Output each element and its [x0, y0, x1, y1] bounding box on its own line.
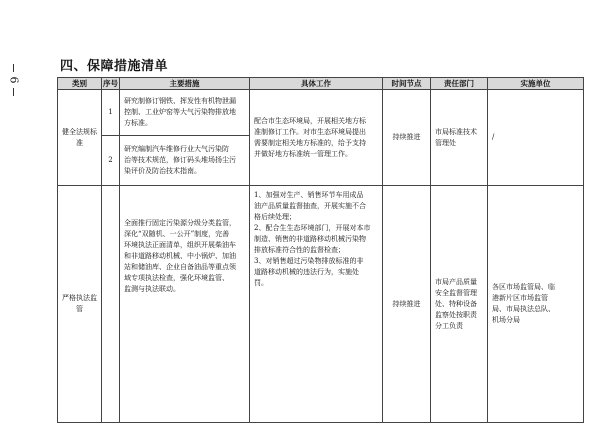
section-title: 四、保障措施清单: [60, 59, 169, 74]
measure-line: 研究制修订钢铁、挥发性有机物泄漏: [124, 97, 236, 105]
category-cell: 健全法规标准: [58, 90, 102, 186]
category-cell: 严格执法监管: [58, 186, 102, 423]
unit-line: 局、市局执法总队、: [492, 305, 555, 313]
work-line: 3、对销售超过污染物排放标准的非: [254, 257, 364, 265]
measure-line: 站和储油库、企业自备油品等重点领: [124, 263, 236, 271]
work-line: 罚。: [254, 279, 268, 287]
table-row: [58, 186, 584, 423]
work-line: 并做好地方标准统一管理工作。: [254, 149, 352, 158]
table-row: [58, 90, 584, 136]
work-line: 2、配合生生态环境部门，开展对本市: [254, 224, 371, 232]
unit-line: 港新片区市场监管: [492, 294, 548, 302]
work-line: 格后续处理；: [254, 213, 296, 221]
measure-line: 深化“双随机、一公开”制度，完善: [124, 230, 230, 238]
page-number-marker: [2, 62, 24, 98]
department-line: 处、特种设备: [435, 299, 477, 308]
measure-line: 治等技术规范，修订码头堆场扬尘污: [124, 156, 236, 164]
row-number: [102, 186, 120, 423]
measure-cell: [120, 186, 250, 423]
department-line: 分工负责: [435, 321, 463, 330]
measures-table: [57, 77, 584, 423]
department-line: 市局标准技术: [435, 127, 477, 136]
header-specific-work: 具体工作: [250, 78, 383, 90]
measure-line: 控制、工业炉窑等大气污染物排放地: [124, 108, 236, 116]
header-time: 时间节点: [383, 78, 431, 90]
department-cell: [431, 186, 488, 423]
measure-line: 方标准。: [124, 119, 152, 127]
page-number: 6: [7, 76, 20, 84]
work-line: 油产品质量监督抽查，开展实施不合: [254, 202, 366, 210]
work-cell: [250, 186, 383, 423]
header-category: 类别: [58, 78, 102, 90]
page-number-dash-bottom: [13, 88, 14, 96]
measure-line: 和非道路移动机械、中小锅炉、加油: [124, 252, 236, 260]
unit-cell: [488, 186, 584, 423]
department-line: 管理处: [435, 138, 456, 147]
work-line: 配合市生态环境局，开展相关地方标: [254, 116, 366, 125]
measure-line: 研究编制汽车维修行业大气污染防: [124, 145, 229, 153]
time-cell: 持续推进: [383, 90, 431, 186]
measure-line: 环境执法正面清单，组织开展柴油车: [124, 241, 236, 249]
work-line: 需要制定相关地方标准的，给予支持: [254, 138, 366, 147]
measure-cell: [120, 136, 250, 186]
page-number-dash-top: [13, 64, 14, 72]
measure-line: 全面推行固定污染源分级分类监管，: [124, 219, 236, 227]
row-number: 1: [102, 90, 120, 136]
measure-line: 染评价及防治技术指南。: [124, 167, 201, 175]
measure-cell: [120, 90, 250, 136]
work-line: 准制修订工作。对市生态环境局提出: [254, 127, 366, 136]
department-line: 安全监督管理: [435, 288, 477, 297]
header-number: 序号: [103, 79, 118, 88]
row-number: 2: [102, 136, 120, 186]
table-header-row: [58, 78, 584, 90]
measure-line: 监测与执法联动。: [124, 285, 180, 293]
work-line: 排放标准符合性的监督检查；: [254, 246, 345, 254]
work-line: 制造、销售的非道路移动机械污染物: [254, 235, 366, 243]
work-cell: [250, 90, 383, 186]
work-line: 1、加强对生产、销售环节车用成品: [254, 191, 364, 199]
measure-line: 域专项执法检查，强化环境监管、: [124, 274, 229, 282]
header-measures: 主要措施: [120, 78, 250, 90]
work-line: 道路移动机械的违法行为，实施处: [254, 268, 359, 276]
time-cell: 持续推进: [383, 186, 431, 423]
department-line: 监察处按职责: [435, 310, 477, 319]
header-department: 责任部门: [431, 78, 488, 90]
unit-line: 机场分局: [492, 316, 520, 324]
unit-line: 各区市场监管局、临: [492, 283, 555, 291]
department-cell: [431, 90, 488, 186]
header-unit: 实施单位: [488, 78, 584, 90]
department-line: 市局产品质量: [435, 277, 477, 286]
unit-cell: /: [488, 90, 584, 186]
